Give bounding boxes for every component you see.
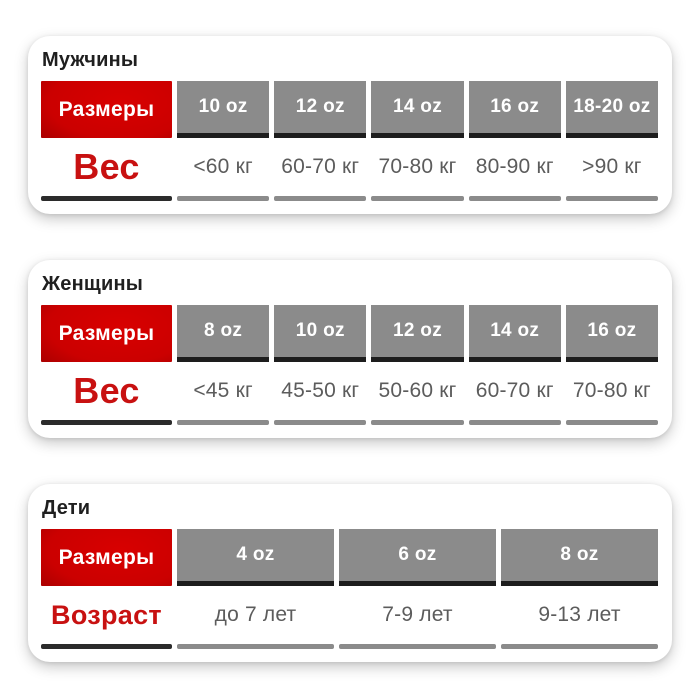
values-label: Вес xyxy=(73,146,140,187)
size-cell: 16 oz xyxy=(469,81,561,138)
underline-gray xyxy=(566,420,658,425)
card-men-underline-row xyxy=(41,196,658,201)
value-cell: 70-80 кг xyxy=(378,155,457,178)
underline-gray xyxy=(566,196,658,201)
card-children-values-row xyxy=(41,586,658,644)
sizes-label: Размеры xyxy=(41,529,172,586)
card-women-title: Женщины xyxy=(42,273,144,295)
card-men-title: Мужчины xyxy=(42,49,139,71)
value-cell: 45-50 кг xyxy=(281,379,360,402)
size-cell: 16 oz xyxy=(566,305,658,362)
size-cell: 4 oz xyxy=(177,529,334,586)
value-cell: 70-80 кг xyxy=(572,379,651,402)
size-cell: 12 oz xyxy=(274,81,366,138)
size-cell: 10 oz xyxy=(177,81,269,138)
size-cell: 14 oz xyxy=(371,81,463,138)
card-children-title: Дети xyxy=(42,497,91,519)
card-women-values-row xyxy=(41,362,658,420)
values-label: Вес xyxy=(73,370,140,411)
value-cell: <60 кг xyxy=(193,155,253,178)
underline-dark xyxy=(41,196,172,201)
underline-dark xyxy=(41,420,172,425)
size-cell: 12 oz xyxy=(371,305,463,362)
underline-gray xyxy=(469,196,561,201)
underline-gray xyxy=(177,420,269,425)
underline-dark xyxy=(41,644,172,649)
underline-gray xyxy=(274,420,366,425)
size-cell: 14 oz xyxy=(469,305,561,362)
underline-gray xyxy=(177,644,334,649)
card-men xyxy=(28,36,672,214)
value-cell: >90 кг xyxy=(582,155,642,178)
card-women-sizes-row xyxy=(41,305,658,362)
value-cell: 60-70 кг xyxy=(475,379,554,402)
card-children-underline-row xyxy=(41,644,658,649)
value-cell: <45 кг xyxy=(193,379,253,402)
underline-gray xyxy=(274,196,366,201)
size-cell: 18-20 oz xyxy=(566,81,658,138)
underline-gray xyxy=(469,420,561,425)
size-cell: 10 oz xyxy=(274,305,366,362)
card-men-sizes-row xyxy=(41,81,658,138)
sizes-label: Размеры xyxy=(41,81,172,138)
size-cell: 8 oz xyxy=(501,529,658,586)
underline-gray xyxy=(371,420,463,425)
value-cell: 50-60 кг xyxy=(378,379,457,402)
value-cell: 60-70 кг xyxy=(281,155,360,178)
card-children xyxy=(28,484,672,662)
values-label: Возраст xyxy=(51,599,162,630)
value-cell: 80-90 кг xyxy=(475,155,554,178)
underline-gray xyxy=(177,196,269,201)
value-cell: до 7 лет xyxy=(214,603,297,626)
underline-gray xyxy=(339,644,496,649)
sizes-label: Размеры xyxy=(41,305,172,362)
card-women xyxy=(28,260,672,438)
card-women-underline-row xyxy=(41,420,658,425)
underline-gray xyxy=(501,644,658,649)
value-cell: 7-9 лет xyxy=(382,603,453,626)
size-cell: 6 oz xyxy=(339,529,496,586)
card-children-sizes-row xyxy=(41,529,658,586)
underline-gray xyxy=(371,196,463,201)
card-men-values-row xyxy=(41,138,658,196)
value-cell: 9-13 лет xyxy=(538,603,621,626)
size-cell: 8 oz xyxy=(177,305,269,362)
